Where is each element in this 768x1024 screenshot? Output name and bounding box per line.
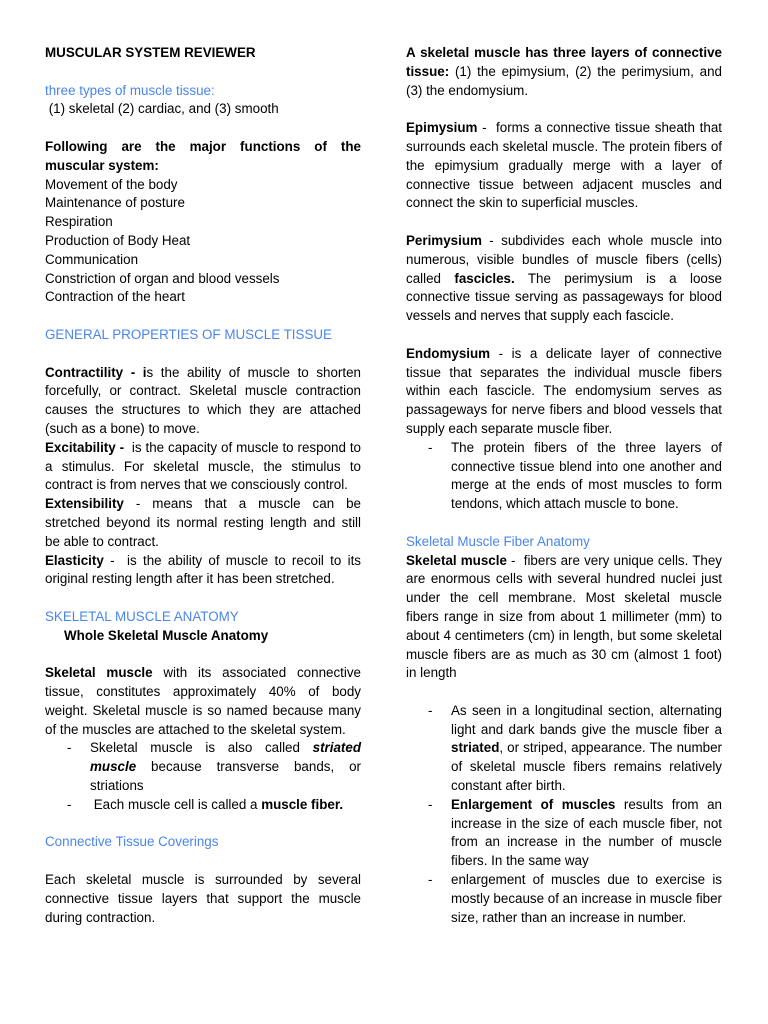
epimysium-term: Epimysium (406, 120, 478, 136)
fascicles-term: fascicles. (454, 270, 515, 286)
function-item: Maintenance of posture (45, 195, 185, 211)
epimysium-paragraph (406, 119, 726, 213)
skeletal-anatomy-heading: SKELETAL MUSCLE ANATOMY (45, 608, 239, 624)
function-item: Production of Body Heat (45, 232, 191, 248)
elasticity-paragraph (45, 552, 365, 590)
excitability-term: Excitability - (45, 439, 125, 455)
extensibility-term: Extensibility (45, 496, 124, 512)
perimysium-term: Perimysium (406, 232, 482, 248)
perimysium-text: The perimysium is a loose connective tissue serving as passageways for blood vessels and nerves that supply each fascicle. (406, 270, 722, 324)
endomysium-text: - is a delicate layer of connective tissue that separates the individual muscle fibers within each fascicle. The endomysium serves as passageways for nerve fibers and blood vessels that supply each separate muscle fiber. (406, 345, 722, 436)
skeletal-muscle-paragraph (45, 664, 361, 739)
striated-muscle-term: striated muscle (90, 740, 361, 775)
extensibility-paragraph (45, 495, 361, 551)
list-item (45, 739, 361, 795)
fiber-term: Skeletal muscle (406, 552, 507, 568)
layers-term: A skeletal muscle has three layers of connective tissue: (406, 45, 722, 79)
extensibility-text: - means that a muscle can be stretched beyond its normal resting length and still be able to contract. (45, 496, 361, 549)
muscle-fiber-term: muscle fiber. (261, 796, 344, 812)
excitability-paragraph (45, 439, 365, 495)
general-properties-heading: GENERAL PROPERTIES OF MUSCLE TISSUE (45, 326, 332, 342)
whole-anatomy-subheading: Whole Skeletal Muscle Anatomy (64, 627, 269, 643)
endomysium-bullets (406, 439, 722, 514)
fiber-paragraph (406, 552, 726, 684)
left-column (45, 44, 365, 927)
contractility-text: s the ability of muscle to shorten forcefully, or contract. Skeletal muscle contraction causes the structures to which they are attached (such as a bone) to move. (45, 364, 361, 436)
bullet-text: Each muscle cell is called a (90, 796, 262, 812)
list-item (406, 702, 722, 796)
function-item: Contraction of the heart (45, 289, 185, 305)
layers-paragraph (406, 44, 722, 100)
fiber-bullets (406, 702, 722, 928)
enlargement-term: Enlargement of muscles (451, 796, 616, 812)
connective-tissue-heading: Connective Tissue Coverings (45, 834, 219, 850)
elasticity-text: - is the ability of muscle to recoil to its original resting length after it has been stretched. (45, 552, 365, 587)
document-title: MUSCULAR SYSTEM REVIEWER (45, 45, 256, 60)
contractility-term: Contractility - i (45, 364, 147, 380)
endomysium-term: Endomysium (406, 345, 491, 361)
epimysium-text: - forms a connective tissue sheath that surrounds each skeletal muscle. The protein fibers of the epimysium gradually merge with a layer of connective tissue between adjacent muscles and connect the skin to superficial muscles. (406, 120, 726, 211)
bullet-text: Skeletal muscle is also called (90, 740, 313, 756)
skeletal-muscle-text: with its associated connective tissue, constitutes approximately 40% of body weight. Skeletal muscle is so named because many of the muscles are attached to the skeletal system. (45, 665, 361, 737)
functions-list (45, 176, 361, 308)
types-text: (1) skeletal (2) cardiac, and (3) smooth (45, 101, 279, 117)
function-item: Communication (45, 251, 139, 267)
list-item (406, 796, 722, 871)
function-item: Movement of the body (45, 176, 178, 192)
excitability-text: is the capacity of muscle to respond to a stimulus. For skeletal muscle, the stimulus to contract is from nerves that we consciously control. (45, 439, 365, 493)
bullet-text: results from an increase in the size of each muscle fiber, not from an increase in the number of muscle fibers. In the same way (451, 796, 722, 869)
anatomy-bullets (45, 739, 361, 814)
fiber-text: - fibers are very unique cells. They are enormous cells with several hundred nuclei just under the cell membrane. Most skeletal muscle fibers range in size from about 1 millimeter (mm) to about 4 centimeters (cm) in length, but some skeletal muscle fibers are as much as 30 cm (almost 1 foot) in length (406, 552, 726, 681)
elasticity-term: Elasticity (45, 552, 104, 568)
skeletal-muscle-term: Skeletal muscle (45, 665, 153, 681)
right-column (406, 44, 726, 927)
layers-text: (1) the epimysium, (2) the perimysium, and (3) the endomysium. (406, 63, 722, 98)
contractility-paragraph (45, 364, 361, 439)
bullet-text: As seen in a longitudinal section, alternating light and dark bands give the muscle fiber a (451, 702, 722, 737)
list-item (45, 796, 361, 815)
function-item: Constriction of organ and blood vessels (45, 270, 280, 286)
types-heading: three types of muscle tissue: (45, 82, 215, 98)
list-item: - enlargement of muscles due to exercise is mostly because of an increase in muscle fiber size, rather than an increase in number. (406, 871, 722, 927)
list-item: - The protein fibers of the three layers of connective tissue blend into one another and merge at the ends of most muscles to form tendons, which attach muscle to bone. (406, 439, 722, 514)
fiber-anatomy-heading: Skeletal Muscle Fiber Anatomy (406, 533, 590, 549)
coverings-paragraph: Each skeletal muscle is surrounded by several connective tissue layers that support the muscle during contraction. (45, 872, 361, 925)
perimysium-paragraph (406, 232, 722, 326)
bullet-text: , or striped, appearance. The number of skeletal muscle fibers remains relatively constant after birth. (451, 740, 722, 794)
function-item: Respiration (45, 214, 113, 230)
functions-heading: Following are the major functions of the muscular system: (45, 138, 361, 173)
striated-term: striated (451, 740, 500, 756)
perimysium-text: - subdivides each whole muscle into numerous, visible bundles of muscle fibers (cells) called (406, 232, 722, 286)
endomysium-paragraph (406, 345, 722, 439)
bullet-text: because transverse bands, or striations (90, 759, 361, 794)
